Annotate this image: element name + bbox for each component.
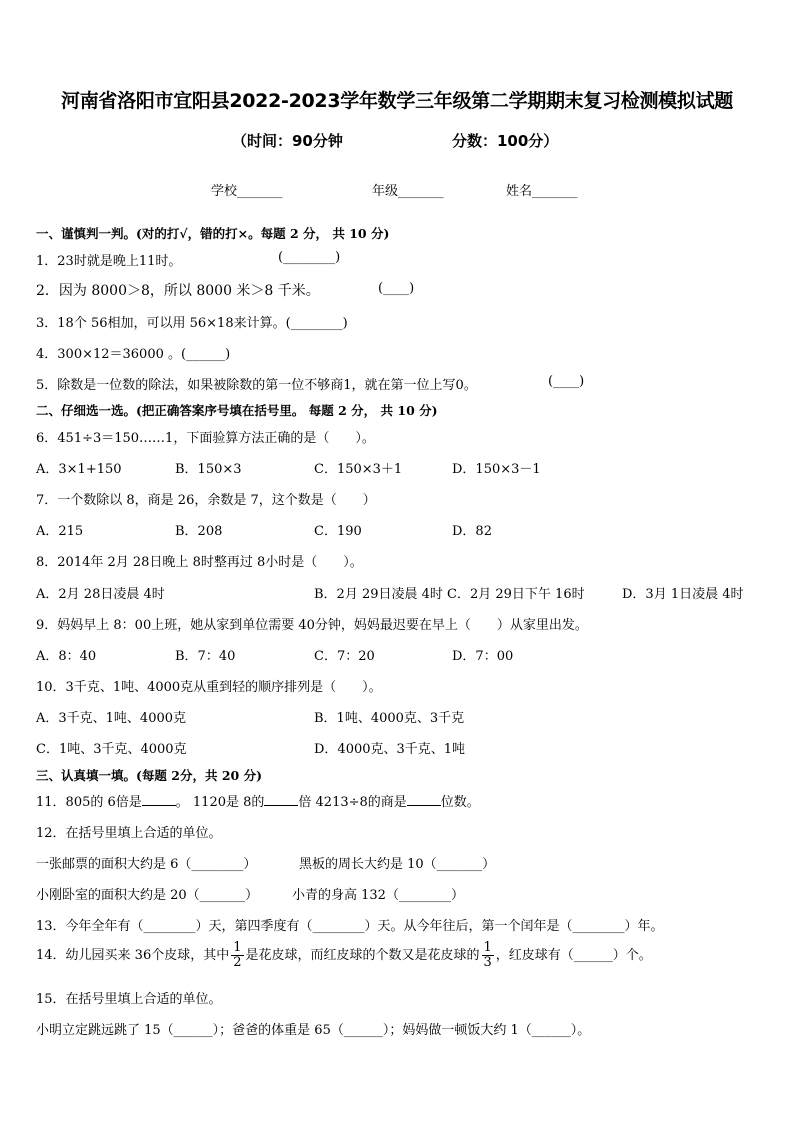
question-8-option-bc[interactable]: B．2月 29日凌晨 4时 C．2月 29日下午 16时	[314, 587, 585, 602]
question-13: 13．今年全年有（________）天，第四季度有（________）天。从今年往后，第一个闰年是（________）年。	[36, 919, 664, 934]
question-14-part-c: ，红皮球有（______）个。	[495, 948, 652, 963]
question-10-option-d[interactable]: D．4000克、3千克、1吨	[314, 742, 466, 757]
question-9-option-b[interactable]: B．7：40	[175, 649, 236, 664]
question-2-answer[interactable]: (____)	[378, 281, 415, 296]
question-6-option-b[interactable]: B．150×3	[175, 462, 242, 477]
exam-time: （时间：90分钟	[232, 132, 343, 150]
exam-title: 河南省洛阳市宜阳县2022-2023学年数学三年级第二学期期末复习检测模拟试题	[61, 90, 733, 112]
question-5: 5．除数是一位数的除法，如果被除数的第一位不够商1，就在第一位上写0。	[36, 378, 477, 393]
fraction-2-numerator: 1	[483, 940, 492, 955]
name-field[interactable]: 姓名_______	[506, 184, 578, 199]
question-11-part-c: 倍 4213÷8的商是	[298, 795, 407, 810]
fraction-1-numerator: 1	[233, 940, 242, 955]
question-11-part-d: 位数。	[440, 795, 480, 810]
question-4: 4．300×12＝36000 。(______)	[36, 347, 231, 362]
question-7-option-c[interactable]: C．190	[314, 524, 362, 539]
question-11	[36, 791, 480, 810]
school-field[interactable]: 学校_______	[211, 184, 283, 199]
question-15: 15．在括号里填上合适的单位。	[36, 992, 222, 1007]
question-11-blank-3[interactable]	[407, 793, 441, 806]
question-8-option-d[interactable]: D．3月 1日凌晨 4时	[622, 587, 744, 602]
exam-score: 分数：100分）	[452, 132, 559, 150]
question-10-option-c[interactable]: C．1吨、3千克、4000克	[36, 742, 187, 757]
question-7-option-b[interactable]: B．208	[175, 524, 223, 539]
question-7: 7．一个数除以 8，商是 26，余数是 7，这个数是（ ）	[36, 493, 376, 508]
question-12-item-4[interactable]: 小青的身高 132（________）	[292, 888, 464, 903]
section3-heading: 三、认真填一填。(每题 2分，共 20 分)	[36, 768, 262, 783]
question-11-part-a: 11．805的 6倍是	[36, 795, 142, 810]
question-14-part-b: 是花皮球，而红皮球的个数又是花皮球的	[245, 948, 480, 963]
fraction-1-denominator: 2	[233, 955, 242, 970]
question-7-option-d[interactable]: D．82	[452, 524, 492, 539]
question-6-option-c[interactable]: C．150×3＋1	[314, 462, 403, 477]
question-3: 3．18个 56相加，可以用 56×18来计算。(________)	[36, 316, 348, 331]
question-10: 10．3千克、1吨、4000克从重到轻的顺序排列是（ ）。	[36, 680, 382, 695]
fraction-2-denominator: 3	[483, 955, 492, 970]
question-11-blank-1[interactable]	[142, 793, 176, 806]
question-1: 1．23时就是晚上11时。	[36, 254, 182, 269]
question-6-option-d[interactable]: D．150×3－1	[452, 462, 541, 477]
question-9-option-d[interactable]: D．7：00	[452, 649, 514, 664]
question-11-blank-2[interactable]	[264, 793, 298, 806]
section1-heading: 一、谨慎判一判。(对的打√，错的打×。每题 2 分， 共 10 分)	[36, 226, 390, 241]
question-9-option-c[interactable]: C．7：20	[314, 649, 375, 664]
question-5-answer[interactable]: (____)	[548, 374, 585, 389]
question-6-option-a[interactable]: A．3×1+150	[36, 462, 122, 477]
question-12-item-2[interactable]: 黑板的周长大约是 10（_______）	[299, 857, 496, 872]
question-12-item-1[interactable]: 一张邮票的面积大约是 6（________）	[36, 857, 257, 872]
section2-heading: 二、仔细选一选。(把正确答案序号填在括号里。 每题 2 分， 共 10 分)	[36, 403, 438, 418]
question-1-answer[interactable]: (________)	[278, 250, 341, 265]
question-9: 9．妈妈早上 8：00上班，她从家到单位需要 40分钟，妈妈最迟要在早上（ ）从家里出发。	[36, 618, 588, 633]
question-2: 2．因为 8000＞8，所以 8000 米＞8 千米。	[36, 283, 320, 299]
question-12-item-3[interactable]: 小刚卧室的面积大约是 20（_______）	[36, 888, 259, 903]
question-12: 12．在括号里填上合适的单位。	[36, 826, 222, 841]
question-15-items[interactable]: 小明立定跳远跳了 15（______）；爸爸的体重是 65（______）；妈妈做一顿饭大约 1（______）。	[36, 1023, 591, 1038]
question-8-option-a[interactable]: A．2月 28日凌晨 4时	[36, 587, 165, 602]
fraction-one-third	[482, 941, 494, 970]
fraction-one-half	[231, 941, 243, 970]
question-14	[36, 941, 652, 970]
question-8: 8．2014年 2月 28日晚上 8时整再过 8小时是（ ）。	[36, 555, 363, 570]
question-14-part-a: 14．幼儿园买来 36个皮球，其中	[36, 948, 230, 963]
question-10-option-b[interactable]: B．1吨、4000克、3千克	[314, 711, 465, 726]
question-11-part-b: 。 1120是 8的	[175, 795, 265, 810]
question-6: 6．451÷3＝150……1，下面验算方法正确的是（ ）。	[36, 431, 375, 446]
question-10-option-a[interactable]: A．3千克、1吨、4000克	[36, 711, 187, 726]
question-7-option-a[interactable]: A．215	[36, 524, 84, 539]
question-9-option-a[interactable]: A．8：40	[36, 649, 97, 664]
grade-field[interactable]: 年级_______	[372, 184, 444, 199]
